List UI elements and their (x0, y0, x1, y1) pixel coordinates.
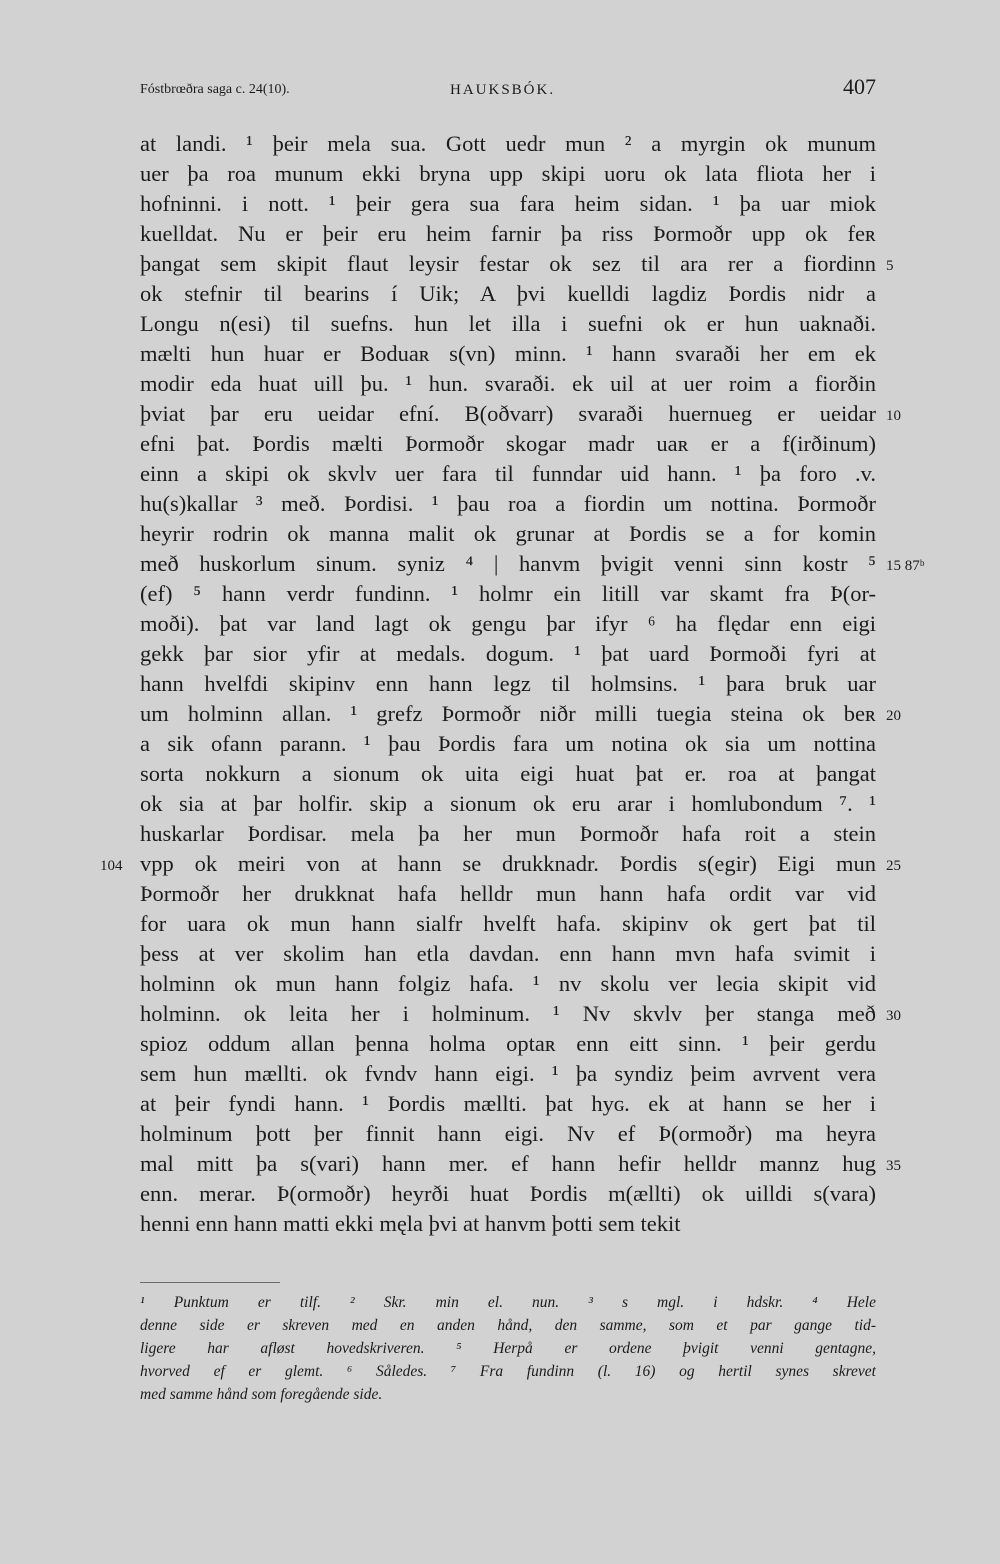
text-line: gekk þar sior yfir at medals. dogum. ¹ þat uard Þormoði fyri at (140, 641, 876, 666)
footnote-rule (140, 1282, 280, 1283)
text-line: þviat þar eru ueidar efní. B(oðvarr) svaraði huernueg er ueidar (140, 401, 876, 426)
right-line-number: 10 (886, 408, 901, 424)
text-line: mælti hun huar er Boduaʀ s(vn) minn. ¹ hann svaraði her em ek (140, 341, 876, 366)
text-line: (ef) ⁵ hann verdr fundinn. ¹ holmr ein litill var skamt fra Þ(or- (140, 581, 876, 606)
text-line: holminum þott þer finnit hann eigi. Nv ef Þ(ormoðr) ma heyra (140, 1121, 876, 1146)
text-line: henni enn hann matti ekki męla þvi at hanvm þotti sem tekit (140, 1211, 681, 1236)
left-manuscript-number: 104 (100, 858, 123, 874)
text-line: um holminn allan. ¹ grefz Þormoðr niðr milli tuegia steina ok beʀ (140, 701, 876, 726)
header-book-title: HAUKSBÓK. (450, 82, 556, 98)
footnote-line: med samme hånd som foregående side. (140, 1386, 383, 1403)
text-line: moði). þat var land lagt ok gengu þar ifyr ⁶ ha flędar enn eigi (140, 611, 876, 636)
text-line: hu(s)kallar ³ með. Þordisi. ¹ þau roa a fiordin um nottina. Þormoðr (140, 491, 876, 516)
text-line: sorta nokkurn a sionum ok uita eigi huat þat er. roa at þangat (140, 761, 876, 786)
footnote-line: hvorved ef er glemt. ⁶ Således. ⁷ Fra fundinn (l. 16) og hertil synes skrevet (140, 1363, 876, 1380)
text-line: sem hun mællti. ok fvndv hann eigi. ¹ þa syndiz þeim avrvent vera (140, 1061, 876, 1086)
text-line: enn. merar. Þ(ormoðr) heyrði huat Þordis m(ællti) ok uilldi s(vara) (140, 1181, 876, 1206)
text-line: spioz oddum allan þenna holma optaʀ enn eitt sinn. ¹ þeir gerdu (140, 1031, 876, 1056)
text-line: ok stefnir til bearins í Uik; A þvi kuelldi lagdiz Þordis nidr a (140, 281, 876, 306)
text-line: kuelldat. Nu er þeir eru heim farnir þa riss Þormoðr upp ok feʀ (140, 221, 876, 246)
text-line: hofninni. i nott. ¹ þeir gera sua fara heim sidan. ¹ þa uar miok (140, 191, 876, 216)
text-line: Þormoðr her drukknat hafa helldr mun hann hafa ordit var vid (140, 881, 876, 906)
text-line: holminn ok mun hann folgiz hafa. ¹ nv skolu ver leɢia skipit vid (140, 971, 876, 996)
text-line: uer þa roa munum ekki bryna upp skipi uoru ok lata fliota her i (140, 161, 876, 186)
right-line-number: 20 (886, 708, 901, 724)
text-line: ok sia at þar holfir. skip a sionum ok eru arar i homlubondum ⁷. ¹ (140, 791, 876, 816)
text-line: einn a skipi ok skvlv uer fara til funndar uid hann. ¹ þa foro .v. (140, 461, 876, 486)
running-header (140, 74, 876, 108)
text-line: at þeir fyndi hann. ¹ Þordis mællti. þat hyɢ. ek at hann se her i (140, 1091, 876, 1116)
footnote-line: denne side er skreven med en anden hånd, den samme, som et par gange tid- (140, 1317, 876, 1334)
text-line: Longu n(esi) til suefns. hun let illa i suefni ok er hun uaknaði. (140, 311, 876, 336)
text-line: a sik ofann parann. ¹ þau Þordis fara um notina ok sia um nottina (140, 731, 876, 756)
text-line: með huskorlum sinum. syniz ⁴ | hanvm þvigit venni sinn kostr ⁵ (140, 551, 876, 576)
text-line: heyrir rodrin ok manna malit ok grunar at Þordis se a for komin (140, 521, 876, 546)
right-line-number: 30 (886, 1008, 901, 1024)
text-line: mal mitt þa s(vari) hann mer. ef hann hefir helldr mannz hug (140, 1151, 876, 1176)
text-line: for uara ok mun hann sialfr hvelft hafa. skipinv ok gert þat til (140, 911, 876, 936)
text-line: modir eda huat uill þu. ¹ hun. svaraði. ek uil at uer roim a fiorðin (140, 371, 876, 396)
header-section-reference: Fóstbrœðra saga c. 24(10). (140, 82, 290, 97)
text-line: huskarlar Þordisar. mela þa her mun Þormoðr hafa roit a stein (140, 821, 876, 846)
right-line-number: 25 (886, 858, 901, 874)
footnote-line: ligere har afløst hovedskriveren. ⁵ Herpå er ordene þvigit venni gentagne, (140, 1340, 876, 1357)
text-line: hann hvelfdi skipinv enn hann legz til holmsins. ¹ þara bruk uar (140, 671, 876, 696)
footnote-line: ¹ Punktum er tilf. ² Skr. min el. nun. ³ s mgl. i hdskr. ⁴ Hele (140, 1294, 876, 1311)
right-line-number: 5 (886, 258, 894, 274)
right-line-number: 15 87ᵇ (886, 558, 925, 574)
text-line: þess at ver skolim han etla davdan. enn hann mvn hafa svimit i (140, 941, 876, 966)
text-line: efni þat. Þordis mælti Þormoðr skogar madr uaʀ er a f(irðinum) (140, 431, 876, 456)
text-line: at landi. ¹ þeir mela sua. Gott uedr mun ² a myrgin ok munum (140, 131, 876, 156)
text-line: þangat sem skipit flaut leysir festar ok sez til ara rer a fiordinn (140, 251, 876, 276)
text-line: vpp ok meiri von at hann se drukknadr. Þordis s(egir) Eigi mun (140, 851, 876, 876)
right-line-number: 35 (886, 1158, 901, 1174)
header-page-number: 407 (843, 74, 876, 99)
text-line: holminn. ok leita her i holminum. ¹ Nv skvlv þer stanga með (140, 1001, 876, 1026)
